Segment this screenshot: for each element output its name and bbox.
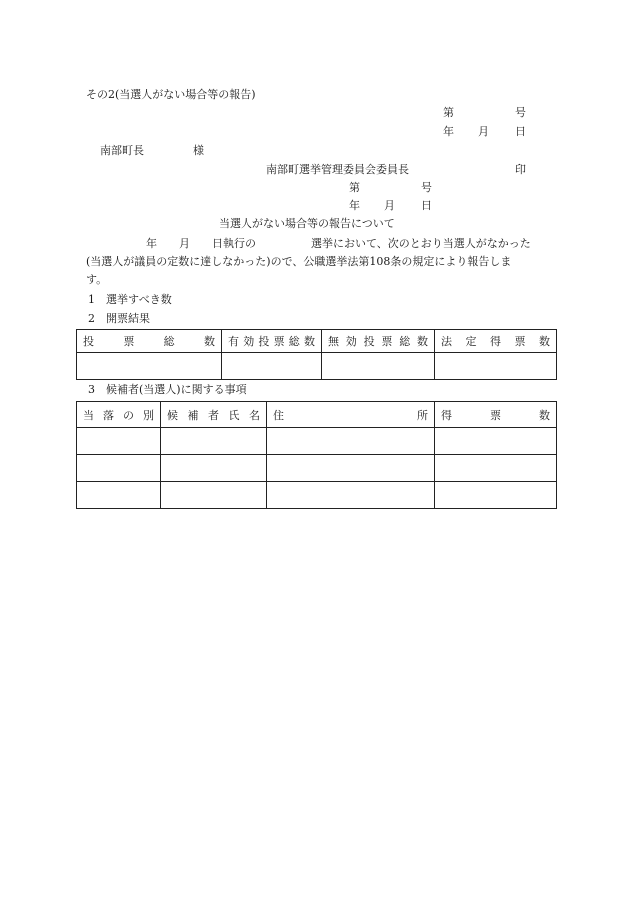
mid-date-day: 日 (421, 199, 432, 212)
top-date-year: 年 (443, 125, 454, 138)
candidate-table (76, 401, 557, 509)
char: 票 (514, 335, 526, 348)
char: 数 (539, 408, 550, 422)
char: 候 (167, 408, 178, 422)
char: 有 (228, 335, 239, 348)
char: 総 (163, 335, 175, 348)
char: 無 (328, 335, 339, 348)
table-row (77, 455, 557, 482)
char: 票 (381, 335, 393, 348)
top-number-go: 号 (515, 106, 526, 119)
char: 投 (363, 335, 375, 348)
table-header-cell (222, 330, 322, 353)
input-cell[interactable] (435, 353, 557, 380)
header-legal-votes (441, 333, 550, 349)
char: 補 (187, 408, 199, 422)
table-header-cell (77, 330, 222, 353)
char: 得 (490, 335, 501, 348)
body-line: す。 (86, 273, 108, 286)
char: の (123, 408, 134, 422)
table-row (77, 353, 557, 380)
table-header-cell (77, 402, 161, 428)
header-total-votes (83, 333, 215, 349)
char: 総 (288, 335, 300, 348)
char: 名 (249, 408, 260, 422)
body-line: 年 月 日執行の 選挙において、次のとおり当選人がなかった (146, 237, 531, 250)
header-valid-votes (228, 333, 315, 349)
input-cell[interactable] (161, 482, 267, 509)
char: 者 (208, 408, 219, 422)
input-cell[interactable] (267, 482, 435, 509)
header-candidate-name (167, 407, 260, 423)
input-cell[interactable] (435, 482, 557, 509)
report-body (86, 235, 556, 289)
input-cell[interactable] (161, 428, 267, 455)
section-1-label: 1 選挙すべき数 (88, 293, 172, 306)
sender: 南部町選挙管理委員会委員長 (266, 163, 409, 176)
mid-date-month: 月 (384, 199, 395, 212)
char: 数 (539, 335, 550, 348)
header-vote-count (441, 407, 550, 423)
input-cell[interactable] (267, 455, 435, 482)
input-cell[interactable] (435, 428, 557, 455)
body-line: (当選人が議員の定数に達しなかった)ので、公職選挙法第108条の規定により報告しま (86, 255, 512, 268)
char: 票 (273, 335, 285, 348)
table-header-cell (267, 402, 435, 428)
char: 所 (417, 408, 428, 422)
char: 別 (143, 408, 154, 422)
char: 効 (345, 335, 357, 348)
char: 数 (203, 335, 215, 348)
input-cell[interactable] (161, 455, 267, 482)
input-cell[interactable] (322, 353, 435, 380)
vote-count-table (76, 329, 557, 380)
honorific: 様 (193, 144, 204, 157)
input-cell[interactable] (222, 353, 322, 380)
table-header-cell (435, 402, 557, 428)
header-result (83, 407, 154, 423)
char: 得 (441, 408, 452, 422)
char: 効 (243, 335, 255, 348)
report-title: 当選人がない場合等の報告について (219, 217, 395, 230)
seal-mark: 印 (515, 163, 526, 176)
top-number-dai: 第 (443, 106, 454, 119)
table-row (77, 482, 557, 509)
char: 数 (416, 335, 428, 348)
char: 投 (83, 335, 94, 348)
section-2-label: 2 開票結果 (88, 312, 150, 325)
char: 投 (258, 335, 270, 348)
mid-number-dai: 第 (349, 181, 360, 194)
char: 当 (83, 408, 94, 422)
char: 総 (399, 335, 411, 348)
top-date-day: 日 (515, 125, 526, 138)
table-row (77, 428, 557, 455)
input-cell[interactable] (77, 455, 161, 482)
char: 住 (273, 408, 284, 422)
char: 票 (123, 335, 135, 348)
table-header-row (77, 402, 557, 428)
char: 氏 (228, 408, 240, 422)
input-cell[interactable] (267, 428, 435, 455)
input-cell[interactable] (77, 428, 161, 455)
table-header-cell (161, 402, 267, 428)
header-invalid-votes (328, 333, 428, 349)
table-header-cell (322, 330, 435, 353)
char: 落 (103, 408, 114, 422)
mid-number-go: 号 (421, 181, 432, 194)
input-cell[interactable] (435, 455, 557, 482)
section-3-label: 3 候補者(当選人)に関する事項 (88, 383, 247, 396)
table-header-row (77, 330, 557, 353)
char: 票 (490, 408, 501, 422)
table-header-cell (435, 330, 557, 353)
input-cell[interactable] (77, 482, 161, 509)
addressee: 南部町長 (100, 144, 144, 157)
char: 定 (465, 335, 477, 348)
mid-date-year: 年 (349, 199, 360, 212)
char: 数 (303, 335, 315, 348)
header-address (273, 407, 428, 423)
char: 法 (441, 335, 452, 348)
form-heading: その2(当選人がない場合等の報告) (86, 88, 256, 101)
input-cell[interactable] (77, 353, 222, 380)
top-date-month: 月 (478, 125, 489, 138)
